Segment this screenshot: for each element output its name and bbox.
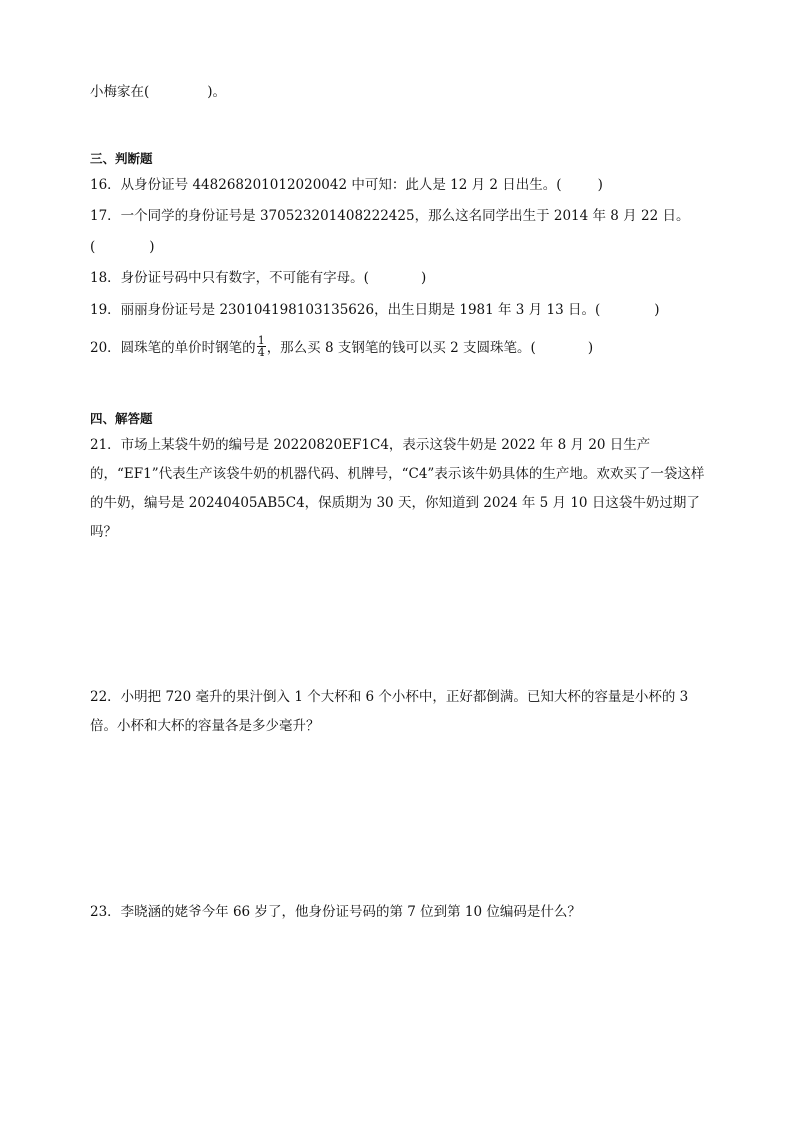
question-23: 23．李晓涵的姥爷今年 66 岁了，他身份证号码的第 7 位到第 10 位编码是什么？ bbox=[90, 904, 581, 920]
section-heading-true-false: 三、判断题 bbox=[90, 151, 153, 166]
question-20 bbox=[90, 334, 594, 360]
paren-close: ) bbox=[587, 340, 594, 356]
paren-open: ( bbox=[90, 239, 96, 255]
q15-text-after: )。 bbox=[207, 84, 227, 100]
question-16-text: 16．从身份证号 448268201012020042 中可知：此人是 12 月 2 日出生。( bbox=[90, 177, 562, 193]
fraction-numerator: 1 bbox=[257, 334, 265, 347]
paren-close: ) bbox=[597, 177, 603, 193]
question-17-text: 17．一个同学的身份证号是 370523201408222425，那么这名同学出生于 2014 年 8 月 22 日。 bbox=[90, 208, 690, 224]
question-17-answer bbox=[90, 237, 155, 257]
question-20-text-after: ，那么买 8 支钢笔的钱可以买 2 支圆珠笔。( bbox=[266, 340, 536, 356]
question-16 bbox=[90, 175, 603, 195]
question-18-text: 18．身份证号码中只有数字，不可能有字母。( bbox=[90, 270, 369, 286]
fraction-one-quarter bbox=[257, 335, 266, 358]
question-18 bbox=[90, 268, 426, 288]
q15-answer-line bbox=[90, 82, 226, 102]
question-22: 22．小明把 720 毫升的果汁倒入 1 个大杯和 6 个小杯中，正好都倒满。已知大杯的容量是小杯的 3 倍。小杯和大杯的容量各是多少毫升？ bbox=[90, 689, 689, 734]
q15-text-before: 小梅家在( bbox=[90, 84, 150, 100]
question-19-text: 19．丽丽身份证号是 230104198103135626，出生日期是 1981 年 3 月 13 日。( bbox=[90, 302, 601, 318]
paren-close: ) bbox=[654, 302, 660, 318]
paren-close: ) bbox=[149, 239, 155, 255]
fraction-denominator: 4 bbox=[257, 346, 265, 359]
question-21: 21．市场上某袋牛奶的编号是 20220820EF1C4，表示这袋牛奶是 2022 年 8 月 20 日生产的，“EF1”代表生产该袋牛奶的机器代码、机牌号，“C4”表示该牛奶具体的生产地。欢欢买了一袋这样的牛奶，编号是 20240405AB5C4，保质期为 30 天，你知道到 2024 年 5 月 10 日这袋牛奶过期了吗？ bbox=[90, 437, 705, 540]
question-17 bbox=[90, 206, 689, 226]
question-19 bbox=[90, 300, 660, 320]
question-20-text-before: 20．圆珠笔的单价时钢笔的 bbox=[90, 340, 256, 356]
section-heading-solve: 四、解答题 bbox=[90, 411, 153, 426]
paren-close: ) bbox=[420, 270, 427, 286]
